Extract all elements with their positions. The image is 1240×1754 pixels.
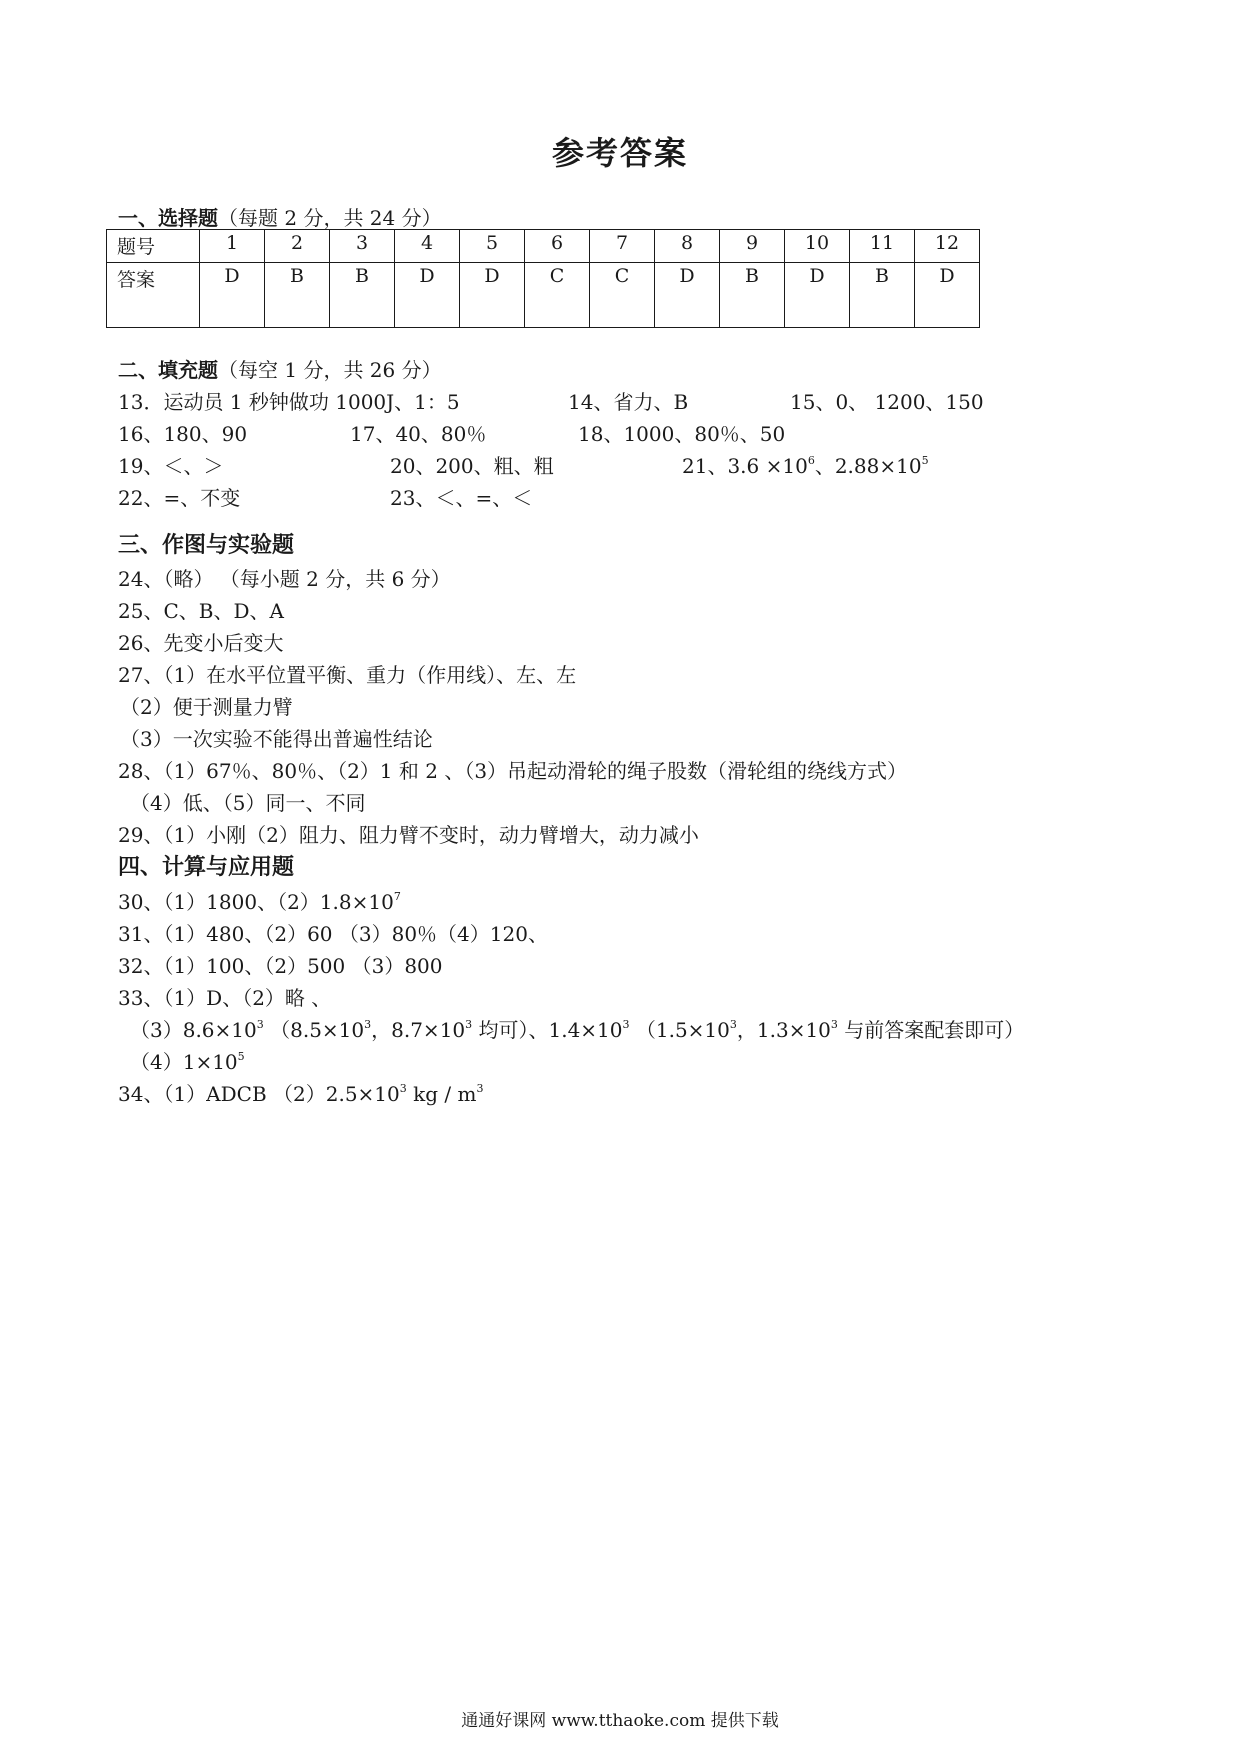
exponent: 3 — [830, 1018, 838, 1031]
answer-33-part3 — [130, 1046, 245, 1075]
answer-23: 23、＜、=、＜ — [390, 486, 533, 510]
section2-heading-line — [118, 354, 442, 383]
section1-note: （每题 2 分，共 24 分） — [218, 206, 442, 230]
answer-18: 18、1000、80％、50 — [578, 422, 786, 446]
answer-cell: D — [200, 263, 265, 328]
answer-row — [107, 263, 980, 328]
answer-21-part-a: 21、3.6 ×10 — [682, 454, 808, 478]
answer-33-text: （1.5×10 — [629, 1018, 730, 1042]
question-number: 5 — [460, 230, 525, 263]
answer-22: 22、=、不变 — [118, 486, 241, 510]
question-number-row — [107, 230, 980, 263]
exponent: 5 — [921, 454, 929, 467]
question-number: 6 — [525, 230, 590, 263]
answer-27-part3: （3）一次实验不能得出普遍性结论 — [120, 727, 433, 751]
answer-33-text: ，1.3×10 — [736, 1018, 831, 1042]
answer-33-text: 均可）、1.4×10 — [472, 1018, 623, 1042]
section4-heading: 四、计算与应用题 — [118, 854, 295, 880]
answer-19: 19、＜、＞ — [118, 454, 224, 478]
answer-cell: D — [395, 263, 460, 328]
question-number: 11 — [850, 230, 915, 263]
exponent: 3 — [622, 1018, 630, 1031]
answer-33-part1: 33、（1）D、（2）略 、 — [118, 986, 332, 1010]
answer-20: 20、200、粗、粗 — [390, 454, 554, 478]
answer-cell: D — [915, 263, 980, 328]
exponent: 3 — [729, 1018, 737, 1031]
answer-33-text: （3）8.6×10 — [130, 1018, 257, 1042]
answer-15: 15、0、 1200、150 — [790, 390, 984, 414]
answer-cell: B — [720, 263, 785, 328]
question-number: 2 — [265, 230, 330, 263]
answer-cell: D — [785, 263, 850, 328]
answer-33-text: ，8.7×10 — [371, 1018, 466, 1042]
exponent: 6 — [807, 454, 815, 467]
question-number: 12 — [915, 230, 980, 263]
answer-cell: B — [330, 263, 395, 328]
question-number: 4 — [395, 230, 460, 263]
answer-cell: D — [655, 263, 720, 328]
answer-31: 31、（1）480、（2）60 （3）80％（4）120、 — [118, 922, 548, 946]
row-label-question: 题号 — [107, 230, 200, 263]
answer-34-text: 34、（1）ADCB （2）2.5×10 — [118, 1082, 400, 1106]
exponent: 3 — [399, 1082, 407, 1095]
question-number: 8 — [655, 230, 720, 263]
answer-30-text: 30、（1）1800、（2）1.8×10 — [118, 890, 394, 914]
exponent: 7 — [393, 890, 401, 903]
answer-33-part2 — [130, 1014, 1024, 1043]
answer-21 — [682, 450, 929, 479]
exponent: 3 — [256, 1018, 264, 1031]
section1-heading: 一、选择题 — [118, 206, 218, 230]
answer-33-text: 与前答案配套即可） — [837, 1018, 1025, 1042]
answer-cell: B — [850, 263, 915, 328]
section2-heading: 二、填充题 — [118, 358, 218, 382]
answer-28-part2: （4）低、（5）同一、不同 — [130, 791, 366, 815]
answer-33-text: （4）1×10 — [130, 1050, 238, 1074]
answer-14: 14、省力、B — [568, 390, 689, 414]
question-number: 10 — [785, 230, 850, 263]
answer-21-part-b: 、2.88×10 — [814, 454, 922, 478]
page-title: 参考答案 — [551, 134, 688, 172]
answer-34-unit: kg / m — [406, 1082, 477, 1106]
answer-13: 13．运动员 1 秒钟做功 1000J、1：5 — [118, 390, 460, 414]
exponent: 3 — [476, 1082, 484, 1095]
section1-heading-line — [118, 202, 442, 231]
answer-cell: B — [265, 263, 330, 328]
exponent: 3 — [364, 1018, 372, 1031]
answer-29: 29、（1）小刚（2）阻力、阻力臂不变时，动力臂增大，动力减小 — [118, 823, 699, 847]
section3-heading: 三、作图与实验题 — [118, 532, 295, 558]
answer-cell: D — [460, 263, 525, 328]
question-number: 9 — [720, 230, 785, 263]
answer-16: 16、180、90 — [118, 422, 248, 446]
answer-27-part1: 27、（1）在水平位置平衡、重力（作用线）、左、左 — [118, 663, 577, 687]
answer-34 — [118, 1078, 483, 1107]
answer-26: 26、先变小后变大 — [118, 631, 284, 655]
question-number: 1 — [200, 230, 265, 263]
row-label-answer: 答案 — [107, 263, 200, 328]
question-number: 3 — [330, 230, 395, 263]
exponent: 5 — [237, 1050, 245, 1063]
answer-28-part1: 28、（1）67％、80％、（2）1 和 2 、（3）吊起动滑轮的绳子股数（滑轮组的绕线方式） — [118, 759, 908, 783]
footer-credit: 通通好课网 www.tthaoke.com 提供下载 — [461, 1711, 779, 1731]
answer-27-part2: （2）便于测量力臂 — [120, 695, 293, 719]
answer-30 — [118, 886, 401, 915]
answer-cell: C — [590, 263, 655, 328]
answer-17: 17、40、80％ — [350, 422, 487, 446]
answer-25: 25、C、B、D、A — [118, 599, 284, 623]
answer-24: 24、（略） （每小题 2 分，共 6 分） — [118, 567, 451, 591]
answer-33-text: （8.5×10 — [263, 1018, 365, 1042]
section2-note: （每空 1 分，共 26 分） — [218, 358, 442, 382]
section3-heading-line — [118, 528, 294, 559]
section4-heading-line — [118, 850, 294, 881]
question-number: 7 — [590, 230, 655, 263]
answer-table — [106, 229, 980, 328]
answer-32: 32、（1）100、（2）500 （3）800 — [118, 954, 443, 978]
answer-cell: C — [525, 263, 590, 328]
exponent: 3 — [465, 1018, 473, 1031]
